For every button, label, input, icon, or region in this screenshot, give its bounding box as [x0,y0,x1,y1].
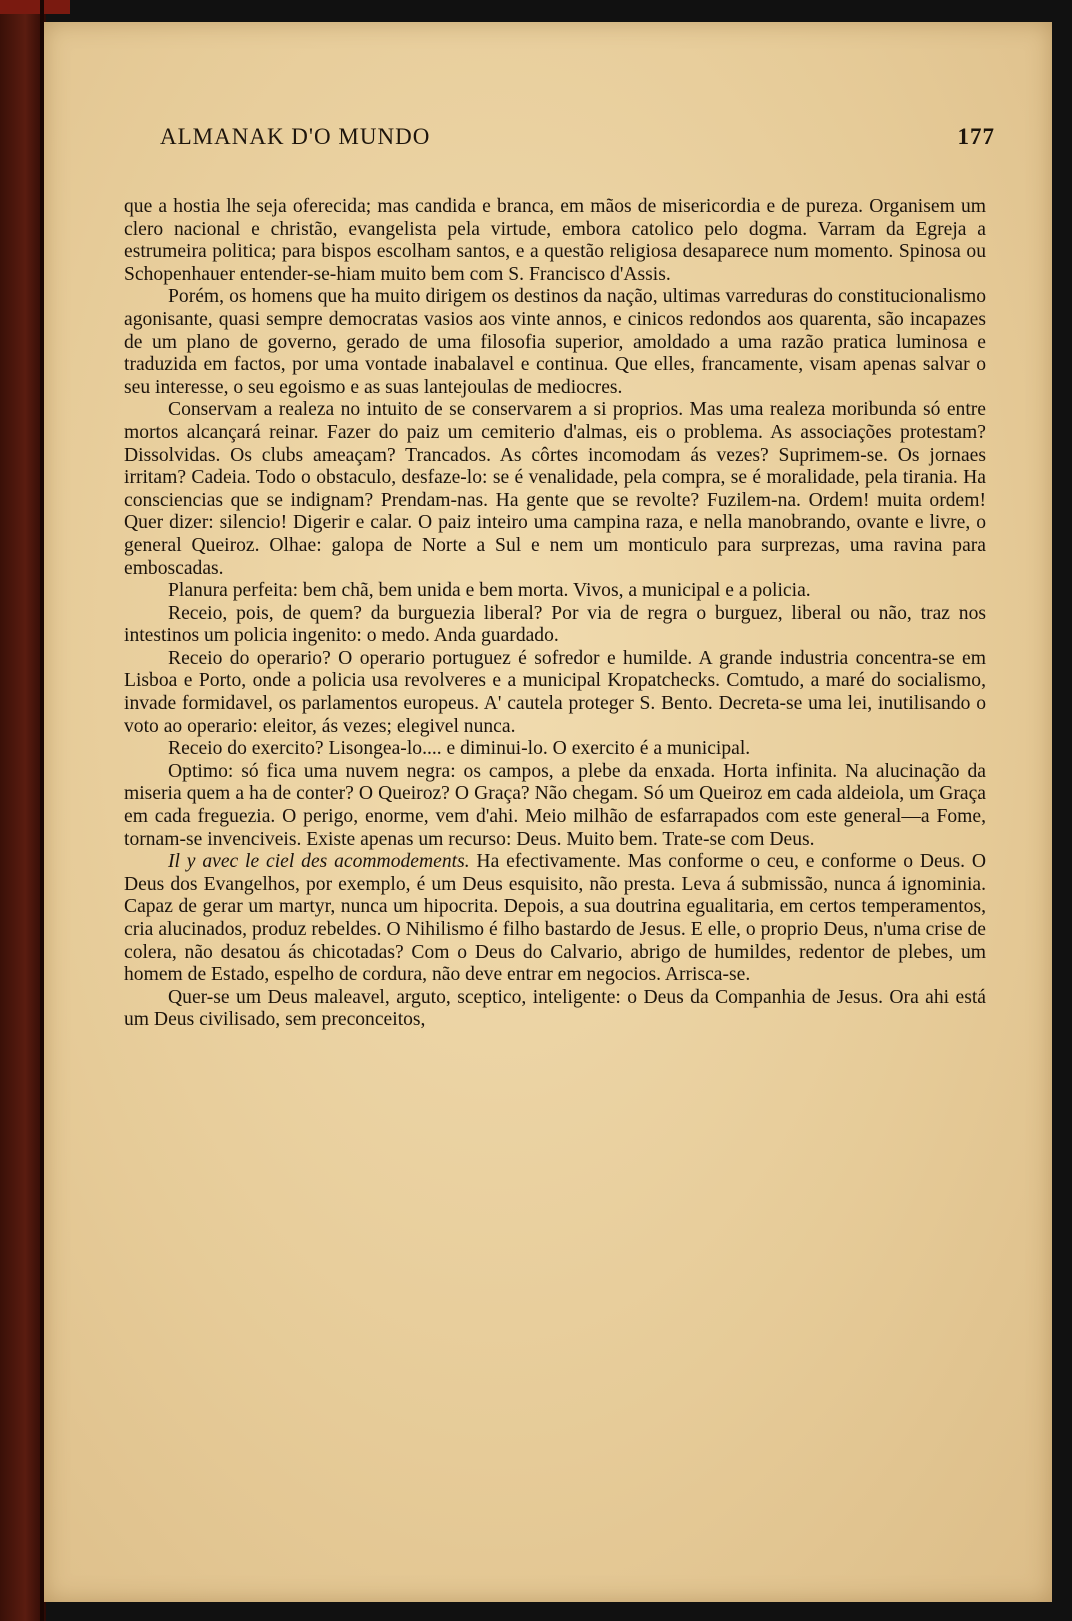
paragraph: que a hostia lhe seja oferecida; mas candida e branca, em mãos de misericordia e de pureza. Organisem um clero nacional e christão, evangelista pela virtude, embora catolico pelo dogma. Varram da Egreja a estrumeira politica; para bispos escolham santos, e a questão religiosa desaparece num momento. Spinosa ou Schopenhauer entender-se-hiam muito bem com S. Francisco d'Assis. [124,196,986,285]
paragraph: Optimo: só fica uma nuvem negra: os campos, a plebe da enxada. Horta infinita. Na alucinação da miseria quem a ha de conter? O Queiroz? O Graça? Não chegam. Só um Queiroz em cada aldeiola, um Graça em cada freguezia. O perigo, enorme, vem d'ahi. Meio milhão de esfarrapados com este general—a Fome, tornam-se invenciveis. Existe apenas um recurso: Deus. Muito bem. Trate-se com Deus. [124,760,986,850]
paragraph: Receio, pois, de quem? da burguezia liberal? Por via de regra o burguez, liberal ou não, traz nos intestinos um policia ingenito: o medo. Anda guardado. [124,602,986,647]
running-title: ALMANAK D'O MUNDO [160,124,431,149]
paragraph-rest: Ha efectivamente. Mas conforme o ceu, e conforme o Deus. O Deus dos Evangelhos, por exemplo, é um Deus esquisito, não presta. Leva á submissão, nunca á ignominia. Capaz de gerar um martyr, nunca um hipocrita. Depois, a sua doutrina egualitaria, em certos temperamentos, cria alucinados, produz rebeldes. O Nihilismo é filho bastardo de Jesus. E elle, o proprio Deus, n'uma crise de colera, não desatou ás chicotadas? Com o Deus do Calvario, abrigo de humildes, redentor de plebes, um homem de Estado, espelho de cordura, não deve entrar em negocios. Arrisca-se. [124,851,986,986]
paragraph: Receio do exercito? Lisongea-lo.... e diminui-lo. O exercito é a municipal. [168,738,751,760]
paragraph: Quer-se um Deus maleavel, arguto, sceptico, inteligente: o Deus da Companhia de Jesus. Ora ahi está um Deus civilisado, sem preconceitos, [124,986,986,1031]
paragraph: Planura perfeita: bem chã, bem unida e bem morta. Vivos, a municipal e a policia. [168,580,811,602]
page-number: 177 [957,124,995,149]
running-header [160,124,995,154]
paragraph-with-quote [124,851,986,987]
french-quote: Il y avec le ciel des acommodements. [168,851,470,873]
body-text [124,196,986,1032]
paragraph: Receio do operario? O operario portuguez é sofredor e humilde. A grande industria concentra-se em Lisboa e Porto, onde a policia usa revolveres e a municipal Kropatchecks. Comtudo, a maré do socialismo, invade formidavel, os parlamentos europeus. A' cautela proteger S. Bento. Decreta-se uma lei, inutilisando o voto ao operario: eleitor, ás vezes; elegivel nunca. [124,647,986,737]
paragraph: Porém, os homens que ha muito dirigem os destinos da nação, ultimas varreduras do constitucionalismo agonisante, quasi sempre democratas vasios aos vinte annos, e cinicos redondos aos quarenta, são incapazes de um plano de governo, gerado de uma filosofia superior, amoldado a uma razão pratica luminosa e traduzida em factos, por uma vontade inabalavel e continua. Que elles, francamente, visam apenas salvar o seu interesse, o seu egoismo e as suas lantejoulas de mediocres. [124,286,986,398]
paragraph: Conservam a realeza no intuito de se conservarem a si proprios. Mas uma realeza moribunda só entre mortos alcançará reinar. Fazer do paiz um cemiterio d'almas, eis o problema. As associações protestam? Dissolvidas. Os clubs ameaçam? Trancados. As côrtes incomodam ás vezes? Suprimem-se. Os jornaes irritam? Cadeia. Todo o obstaculo, desfaze-lo: se é venalidade, pela compra, se é moralidade, pela tirania. Ha consciencias que se indignam? Prendam-nas. Ha gente que se revolte? Fuzilem-na. Ordem! muita ordem! Quer dizer: silencio! Digerir e calar. O paiz inteiro uma campina raza, e nella manobrando, ovante e livre, o general Queiroz. Olhae: galopa de Norte a Sul e nem um monticulo para surprezas, uma ravina para emboscadas. [124,399,986,579]
binding-corner [0,0,70,14]
